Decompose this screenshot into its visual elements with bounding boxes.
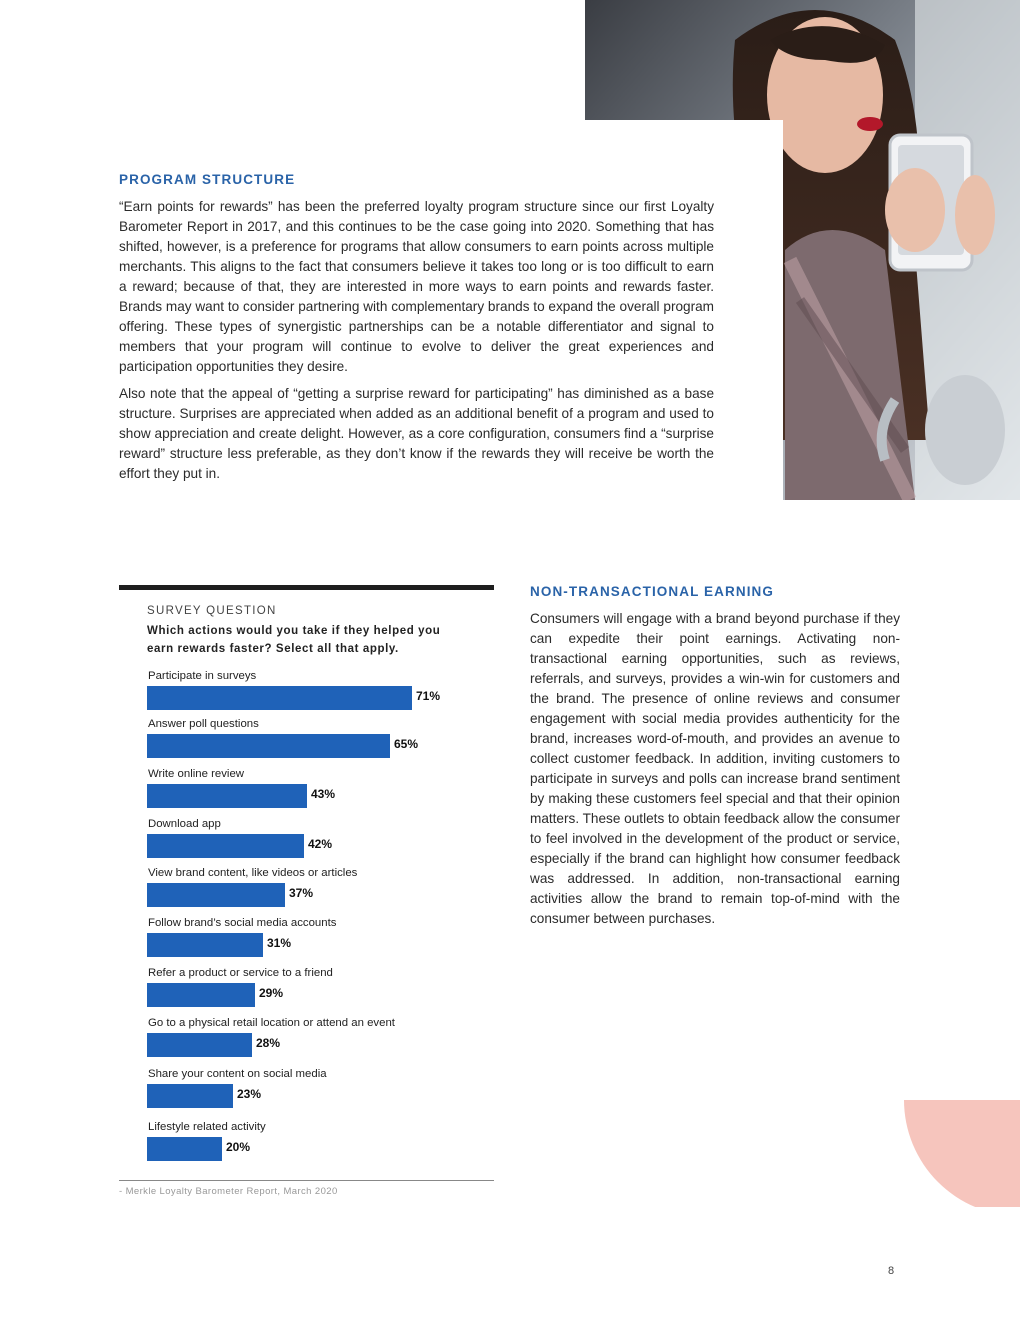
- bar: [147, 1084, 233, 1108]
- bar: [147, 734, 390, 758]
- bar-label: Follow brand’s social media accounts: [148, 917, 337, 929]
- page-number: 8: [888, 1265, 895, 1277]
- bar-value-label: 20%: [226, 1140, 251, 1154]
- bar-label: Lifestyle related activity: [148, 1121, 266, 1133]
- program-structure-body: [119, 197, 714, 491]
- bar: [147, 933, 263, 957]
- bar-value-label: 71%: [416, 689, 441, 703]
- bar-label: Answer poll questions: [148, 718, 259, 730]
- bar-label: View brand content, like videos or articles: [148, 867, 358, 879]
- bar: [147, 686, 412, 710]
- program-structure-paragraph-1: “Earn points for rewards” has been the preferred loyalty program structure since our first Loyalty Barometer Report in 2017, and this continues to be the case going into 2020. Something that has shifted, however, is a preference for programs that allow consumers to earn points across multiple merchants. This aligns to the fact that consumers believe it takes too long or is too difficult to earn a reward; because of that, they are interested in more ways to earn points and rewards faster. Brands may want to consider partnering with complementary brands to expand the overall program offering. These types of synergistic partnerships can be a notable differentiator and signal to members that your program will continue to evolve to deliver the great experiences and participation opportunities they desire.: [119, 199, 714, 374]
- bar: [147, 1033, 252, 1057]
- bar-value-label: 23%: [237, 1087, 262, 1101]
- source-note: - Merkle Loyalty Barometer Report, March 2020: [119, 1186, 338, 1197]
- program-structure-paragraph-2: Also note that the appeal of “getting a surprise reward for participating” has diminished as a base structure. Surprises are appreciated when added as an additional benefit of a program and used to show appreciation and create delight. However, as a core configuration, consumers find a “surprise reward” structure less preferable, as they don’t know if the rewards they will receive be worth the effort they put in.: [119, 386, 714, 481]
- survey-question-label: SURVEY QUESTION: [147, 605, 277, 617]
- bar-label: Refer a product or service to a friend: [148, 967, 333, 979]
- bar-label: Download app: [148, 818, 221, 830]
- bar-value-label: 31%: [267, 936, 292, 950]
- bar: [147, 1137, 222, 1161]
- bar-label: Share your content on social media: [148, 1068, 327, 1080]
- bar-value-label: 37%: [289, 886, 314, 900]
- bar: [147, 983, 255, 1007]
- bar-value-label: 65%: [394, 737, 419, 751]
- bar-value-label: 28%: [256, 1036, 281, 1050]
- bar-value-label: 43%: [311, 787, 336, 801]
- decorative-circle: [904, 1100, 1020, 1207]
- bar: [147, 784, 307, 808]
- bar-label: Write online review: [148, 768, 245, 780]
- non-transactional-heading: NON-TRANSACTIONAL EARNING: [530, 584, 774, 599]
- survey-question-text: Which actions would you take if they helped you earn rewards faster? Select all that apply.: [147, 625, 441, 655]
- chart-top-rule: [119, 585, 494, 590]
- bar-label: Participate in surveys: [148, 670, 257, 682]
- bar-value-label: 42%: [308, 837, 333, 851]
- non-transactional-body: [530, 609, 900, 936]
- bar: [147, 883, 285, 907]
- bar: [147, 834, 304, 858]
- non-transactional-paragraph: Consumers will engage with a brand beyond purchase if they can expedite their point earnings. Activating non-transactional earning opportunities, such as reviews, referrals, and surveys, provides a win-win for customers and the brand. The presence of online reviews and consumer engagement with social media provides authenticity for the brand, increases word-of-mouth, and provides an avenue to collect customer feedback. In addition, inviting customers to participate in surveys and polls can increase brand sentiment by making these customers feel special and that their opinion matters. These outlets to obtain feedback allow the consumer to feel involved in the development of the product or service, especially if the brand can highlight how consumer feedback was addressed. In addition, non-transactional earning activities allow the brand to remain top-of-mind with the consumer between purchases.: [530, 611, 901, 926]
- bar-value-label: 29%: [259, 986, 284, 1000]
- bar-label: Go to a physical retail location or attend an event: [148, 1017, 395, 1029]
- source-divider: [119, 1180, 494, 1181]
- program-structure-heading: PROGRAM STRUCTURE: [119, 172, 296, 187]
